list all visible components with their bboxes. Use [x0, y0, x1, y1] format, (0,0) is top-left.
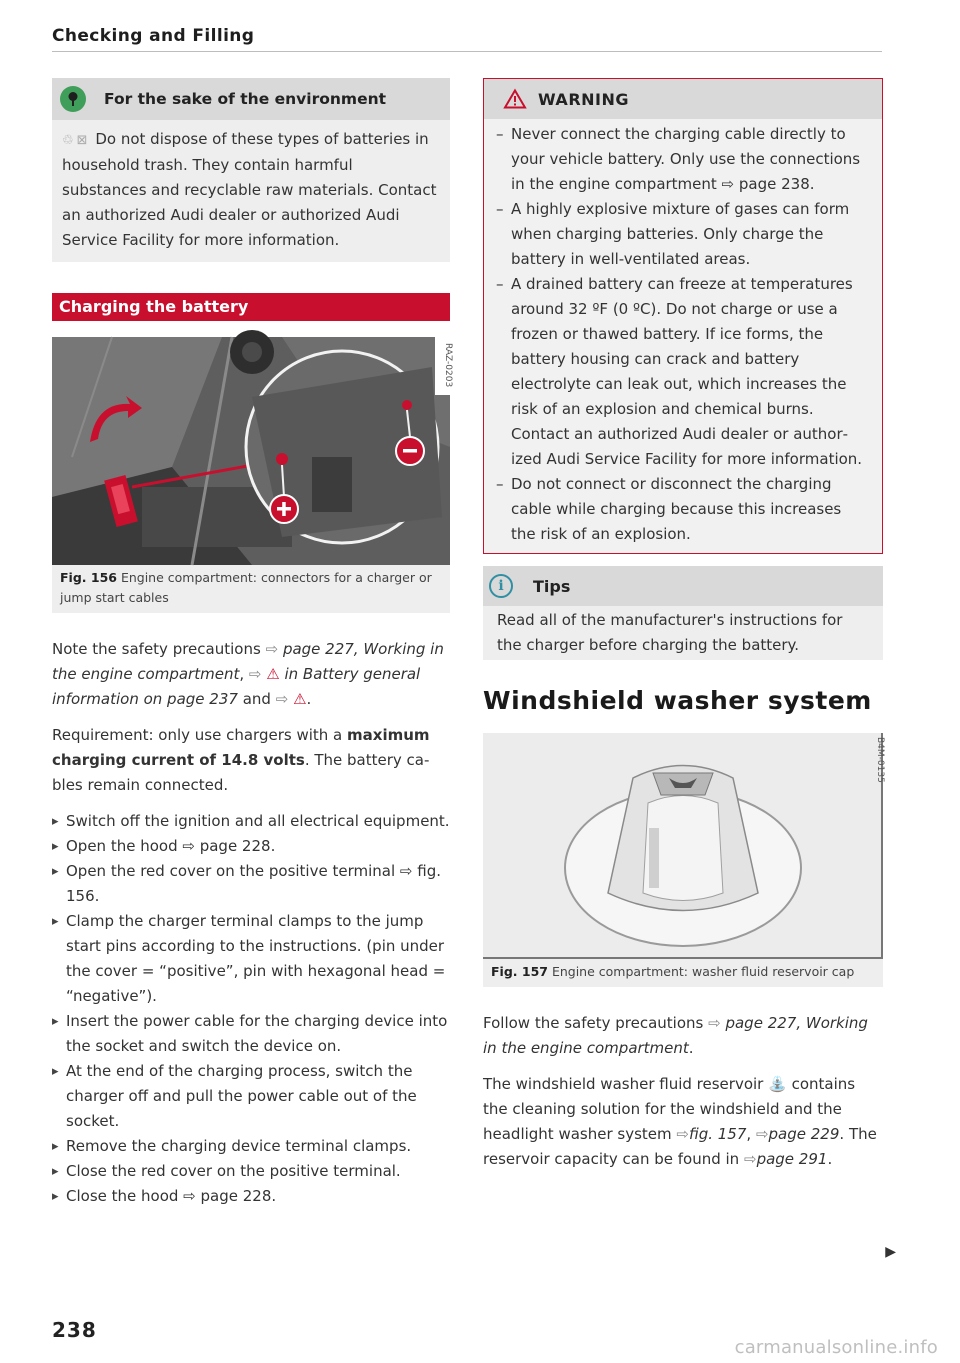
warning-box — [483, 78, 883, 554]
right-column — [483, 78, 883, 1172]
left-column — [52, 78, 453, 1209]
environment-note-title: For the sake of the environment — [104, 89, 387, 108]
washer-p2-lead: The windshield washer fluid reservoir — [483, 1075, 764, 1093]
figure-157-caption — [483, 959, 883, 987]
crossed-bin-icon: ⊠ — [76, 133, 88, 148]
figure-157-caption-text: Engine compartment: washer fluid reservoir cap — [551, 964, 855, 979]
environment-note — [52, 78, 450, 262]
list-item: ▸ Remove the charging device terminal clamps. — [52, 1134, 450, 1159]
environment-note-text: Do not dispose of these types of batteries in household trash. They contain harmful substances and recyclable raw materials. Contact an authorized Audi dealer or authorized Audi Service Facility for more information. — [62, 130, 437, 249]
page-number: 238 — [52, 1318, 97, 1342]
intro-ref-working-engine[interactable]: page 227, Working in the engine compartment — [52, 640, 444, 683]
warning-triangle-icon: ⚠ — [266, 665, 280, 683]
washer-p1-lead: Follow the safety precautions — [483, 1014, 704, 1032]
washer-fluid-icon: ⛲ — [768, 1075, 787, 1093]
washer-p2-tail: The reservoir capacity can be found in — [483, 1125, 877, 1168]
figure-156 — [52, 337, 453, 613]
section-title-charging: Charging the battery — [52, 293, 450, 321]
warning-header — [484, 79, 882, 119]
intro-paragraph: Note the safety precautions ⇨ page 227, Working in the engine compartment, ⇨ ⚠ in Battery general information on page 237 and ⇨ ⚠. — [52, 640, 444, 708]
washer-paragraph-1: Follow the safety precautions ⇨ page 227, Working in the engine compartment. — [483, 1014, 868, 1057]
environment-note-body — [52, 120, 450, 262]
tips-title: Tips — [533, 576, 571, 596]
arrow-icon: ⇨ — [275, 690, 289, 708]
list-item: ▸ Open the hood ⇨ page 228. — [52, 834, 450, 859]
warning-title: WARNING — [538, 89, 629, 109]
washer-heading: Windshield washer system — [483, 686, 872, 715]
figure-157-code: B4M-0135 — [875, 737, 885, 783]
intro-lead: Note the safety precautions — [52, 640, 261, 658]
figure-156-label: Fig. 156 — [60, 570, 117, 585]
header-divider — [52, 51, 882, 52]
list-item: ▸ Clamp the charger terminal clamps to the jump start pins according to the instructions. (pin under the cover = “positive”, pin with hexagonal head = “negative”). — [52, 909, 450, 1009]
list-item: ▸ Close the red cover on the positive terminal. — [52, 1159, 450, 1184]
washer-p1-ref[interactable]: page 227, Working in the engine compartment — [483, 1014, 868, 1057]
warning-triangle-icon: ⚠ — [293, 690, 307, 708]
arrow-icon: ⇨ — [248, 665, 262, 683]
list-item: – Do not connect or disconnect the charging cable while charging because this increases the risk of an explosion. — [496, 472, 870, 547]
list-item: ▸ At the end of the charging process, switch the charger off and pull the power cable out of the socket. — [52, 1059, 450, 1134]
recycle-icon: ♲ — [62, 133, 74, 148]
figure-156-caption-text: Engine compartment: connectors for a charger or jump start cables — [60, 570, 432, 605]
washer-p2-ref-capacity[interactable]: page 291 — [756, 1150, 828, 1168]
requirement-bold: maximum charging current of 14.8 volts — [52, 726, 430, 769]
washer-paragraph-2: The windshield washer fluid reservoir ⛲ contains the cleaning solution for the windshield and the headlight washer system ⇨fig. 157, ⇨page 229. The reservoir capacity can be found in ⇨page 291. — [483, 1075, 877, 1168]
charging-steps-list — [52, 809, 450, 1209]
washer-reservoir-cap-illustration — [483, 733, 883, 959]
warning-list — [484, 119, 882, 553]
info-icon: i — [489, 574, 513, 598]
figure-157 — [483, 733, 883, 987]
requirement-tail: . The battery cables remain connected. — [52, 751, 430, 794]
washer-p2-ref-fig[interactable]: fig. 157 — [689, 1125, 747, 1143]
washer-p2-ref-page[interactable]: page 229 — [768, 1125, 840, 1143]
tips-text: Read all of the manufacturer's instructions for the charger before charging the battery. — [497, 611, 843, 654]
intro-ref-battery-general[interactable]: in Battery general information on page 237 — [52, 665, 421, 708]
requirement-paragraph — [52, 723, 450, 798]
list-item: ▸ Insert the power cable for the charging device into the socket and switch the device on. — [52, 1009, 450, 1059]
environment-note-header — [52, 78, 450, 120]
list-item: ▸ Switch off the ignition and all electrical equipment. — [52, 809, 450, 834]
tree-icon — [60, 86, 86, 112]
arrow-icon: ⇨ — [755, 1125, 769, 1143]
warning-triangle-icon — [504, 89, 526, 109]
requirement-lead: Requirement: only use chargers with a — [52, 726, 343, 744]
watermark: carmanualsonline.info — [734, 1337, 938, 1358]
list-item: – A drained battery can freeze at temperatures around 32 ºF (0 ºC). Do not charge or use a frozen or thawed battery. If ice forms, the battery housing can crack and battery electrolyte can leak out, which increases the risk of an explosion and chemical burns. Contact an authorized Audi dealer or authorized Audi Service Facility for more information. — [496, 272, 870, 472]
list-item: – A highly explosive mixture of gases can form when charging batteries. Only charge the battery in well-ventilated areas. — [496, 197, 870, 272]
list-item: ▸ Open the red cover on the positive terminal ⇨ fig. 156. — [52, 859, 450, 909]
page-header-title: Checking and Filling — [52, 26, 255, 46]
arrow-icon: ⇨ — [708, 1014, 721, 1032]
washer-p2-mid: contains the cleaning solution for the windshield and the headlight washer system — [483, 1075, 856, 1143]
tips-box — [483, 566, 883, 660]
figure-156-code: RAZ-0203 — [443, 343, 453, 388]
list-item: ▸ Close the hood ⇨ page 228. — [52, 1184, 450, 1209]
arrow-icon: ⇨ — [676, 1125, 689, 1143]
arrow-icon: ⇨ — [265, 640, 279, 658]
arrow-icon: ⇨ — [743, 1150, 757, 1168]
list-item: – Never connect the charging cable directly to your vehicle battery. Only use the connections in the engine compartment ⇨ page 238. — [496, 122, 870, 197]
intro-and: and — [242, 690, 271, 708]
tips-header — [483, 566, 883, 606]
figure-156-caption — [52, 565, 450, 613]
continue-arrow-icon: ▶ — [885, 1244, 896, 1260]
figure-157-label: Fig. 157 — [491, 964, 548, 979]
engine-compartment-connectors-illustration — [52, 337, 453, 565]
